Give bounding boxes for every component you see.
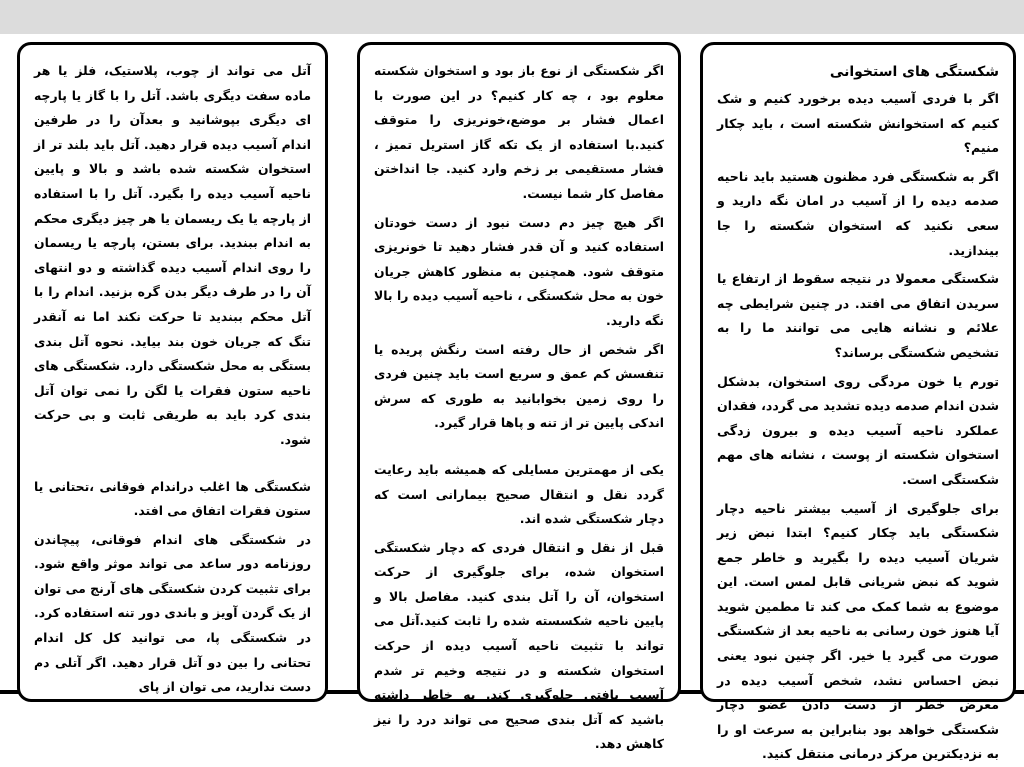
section-title: شکستگی های استخوانی xyxy=(717,59,999,85)
column-middle-panel xyxy=(357,42,681,702)
paragraph: در شکستگی های اندام فوقانی، پیچاندن روزنامه دور ساعد می تواند موثر واقع شود. برای تثبیت کردن شکستگی های آرنج می توان از یک گردن آویز و باندی دور تنه استفاده کرد. در شکستگی پا، می توانید کل کل اندام تحتانی را بین دو آتل قرار دهید. اگر آتلی دم دست ندارید، می توان از پای xyxy=(34,528,311,700)
column-left-panel xyxy=(17,42,328,702)
paragraph: اگر هیچ چیز دم دست نبود از دست خودتان استفاده کنید و آن قدر فشار دهید تا خونریزی متوقف شود. همچنین به منظور کاهش جریان خون به محل شکستگی ، ناحیه آسیب دیده را بالا نگه دارید. xyxy=(374,211,664,334)
paragraph-emphasis: شکستگی معمولا در نتیجه سقوط از ارتفاع یا سریدن اتفاق می افتد. در چنین شرایطی چه علائم و نشانه هایی می توانند ما را به تشخیص شکستگی برساند؟ xyxy=(717,267,999,365)
paragraph: آتل می تواند از چوب، پلاستیک، فلز یا هر ماده سفت دیگری باشد. آتل را با گاز یا پارچه ای دیگری بپوشانید و بعدآن را در طرفین اندام آسیب دیده قرار دهید. آتل باید بلند تر از استخوان شکسته شده باشد و بالا و پایین ناحیه آسیب دیده را بگیرد. آتل را با استفاده از پارچه یا یک ریسمان یا هر چیز دیگری محکم به اندام ببندید. برای بستن، پارچه یا ریسمان را روی اندام آسیب دیده گذاشته و دو انتهای آن را در طرف دیگر بدن گره بزنید. اندام را با آتل محکم ببندید تا حرکت نکند اما نه آنقدر تنگ که جریان خون بند بیاید. نحوه آتل بندی بستگی به محل شکستگی دارد. شکستگی های ناحیه ستون فقرات یا لگن را نمی توان آتل بندی کرد باید به طریقی ثابت و بی حرکت شود. xyxy=(34,59,311,453)
paragraph: قبل از نقل و انتقال فردی که دچار شکستگی استخوان شده، برای جلوگیری از حرکت استخوان، آن را آتل بندی کنید. مفاصل بالا و پایین ناحیه شکسسته شده را ثابت کنید.آتل می تواند با تثبیت ناحیه آسیب دیده از حرکت استخوان شکسته و در نتیجه وخیم تر شدم آسیب بافتی جلوگیری کند. به خاطر داشته باشید که آتل بندی صحیح می تواند درد را نیز کاهش دهد. xyxy=(374,536,664,757)
paragraph: تورم یا خون مردگی روی استخوان، بدشکل شدن اندام صدمه دیده تشدید می گردد، فقدان عملکرد ناحیه آسیب دیده و بیرون زدگی استخوان شکسته از پوست ، نشانه های مهم شکستگی است. xyxy=(717,370,999,493)
top-gray-bar xyxy=(0,0,1024,34)
spacer xyxy=(34,457,311,475)
paragraph: اگر شخص از حال رفته است رنگش پریده یا تنفسش کم عمق و سریع است باید چنین فردی را روی زمین بخوابانید به طوری که سرش اندکی پایین تر از تنه و پاها قرار گیرد. xyxy=(374,338,664,436)
spacer xyxy=(374,440,664,458)
paragraph: برای جلوگیری از آسیب بیشتر ناحیه دچار شکستگی باید چکار کنیم؟ ابتدا نبض زیر شریان آسیب دیده را بگیرید و خاطر جمع شوید که نبض شریانی قابل لمس است. این موضوع به شما کمک می کند تا مطمین شوید آیا هنوز خون رسانی به ناحیه بعد از شکستگی صورت می گیرد یا خیر. اگر چنین نبود یعنی نبض احساس نشد، شخص آسیب دیده در معرض خطر از دست دادن عضو دچار شکستگی خواهد بود بنابراین به سرعت او را به نزدیکترین مرکز درمانی منتقل کنید. xyxy=(717,497,999,767)
paragraph: اگر با فردی آسیب دیده برخورد کنیم و شک کنیم که استخوانش شکسته است ، باید چکار منیم؟ xyxy=(717,87,999,161)
paragraph: شکستگی ها اغلب دراندام فوقانی ،تحتانی یا ستون فقرات اتفاق می افتد. xyxy=(34,475,311,524)
paragraph: اگر به شکستگی فرد مظنون هستید باید ناحیه صدمه دیده را از آسیب در امان نگه دارید و سعی نکنید که استخوان شکسته را جا بیندازید. xyxy=(717,165,999,263)
paragraph: یکی از مهمترین مسایلی که همیشه باید رعایت گردد نقل و انتقال صحیح بیمارانی است که دچار شکستگی شده اند. xyxy=(374,458,664,532)
paragraph: اگر شکستگی از نوع باز بود و استخوان شکسته معلوم بود ، چه کار کنیم؟ در این صورت با اعمال فشار بر موضع،خونریزی را متوقف کنید.با استفاده از یک تکه گاز استریل تمیز ، فشار مستقیمی بر زخم وارد کنید. جا انداختن مفاصل کار شما نیست. xyxy=(374,59,664,207)
column-right-panel xyxy=(700,42,1016,702)
